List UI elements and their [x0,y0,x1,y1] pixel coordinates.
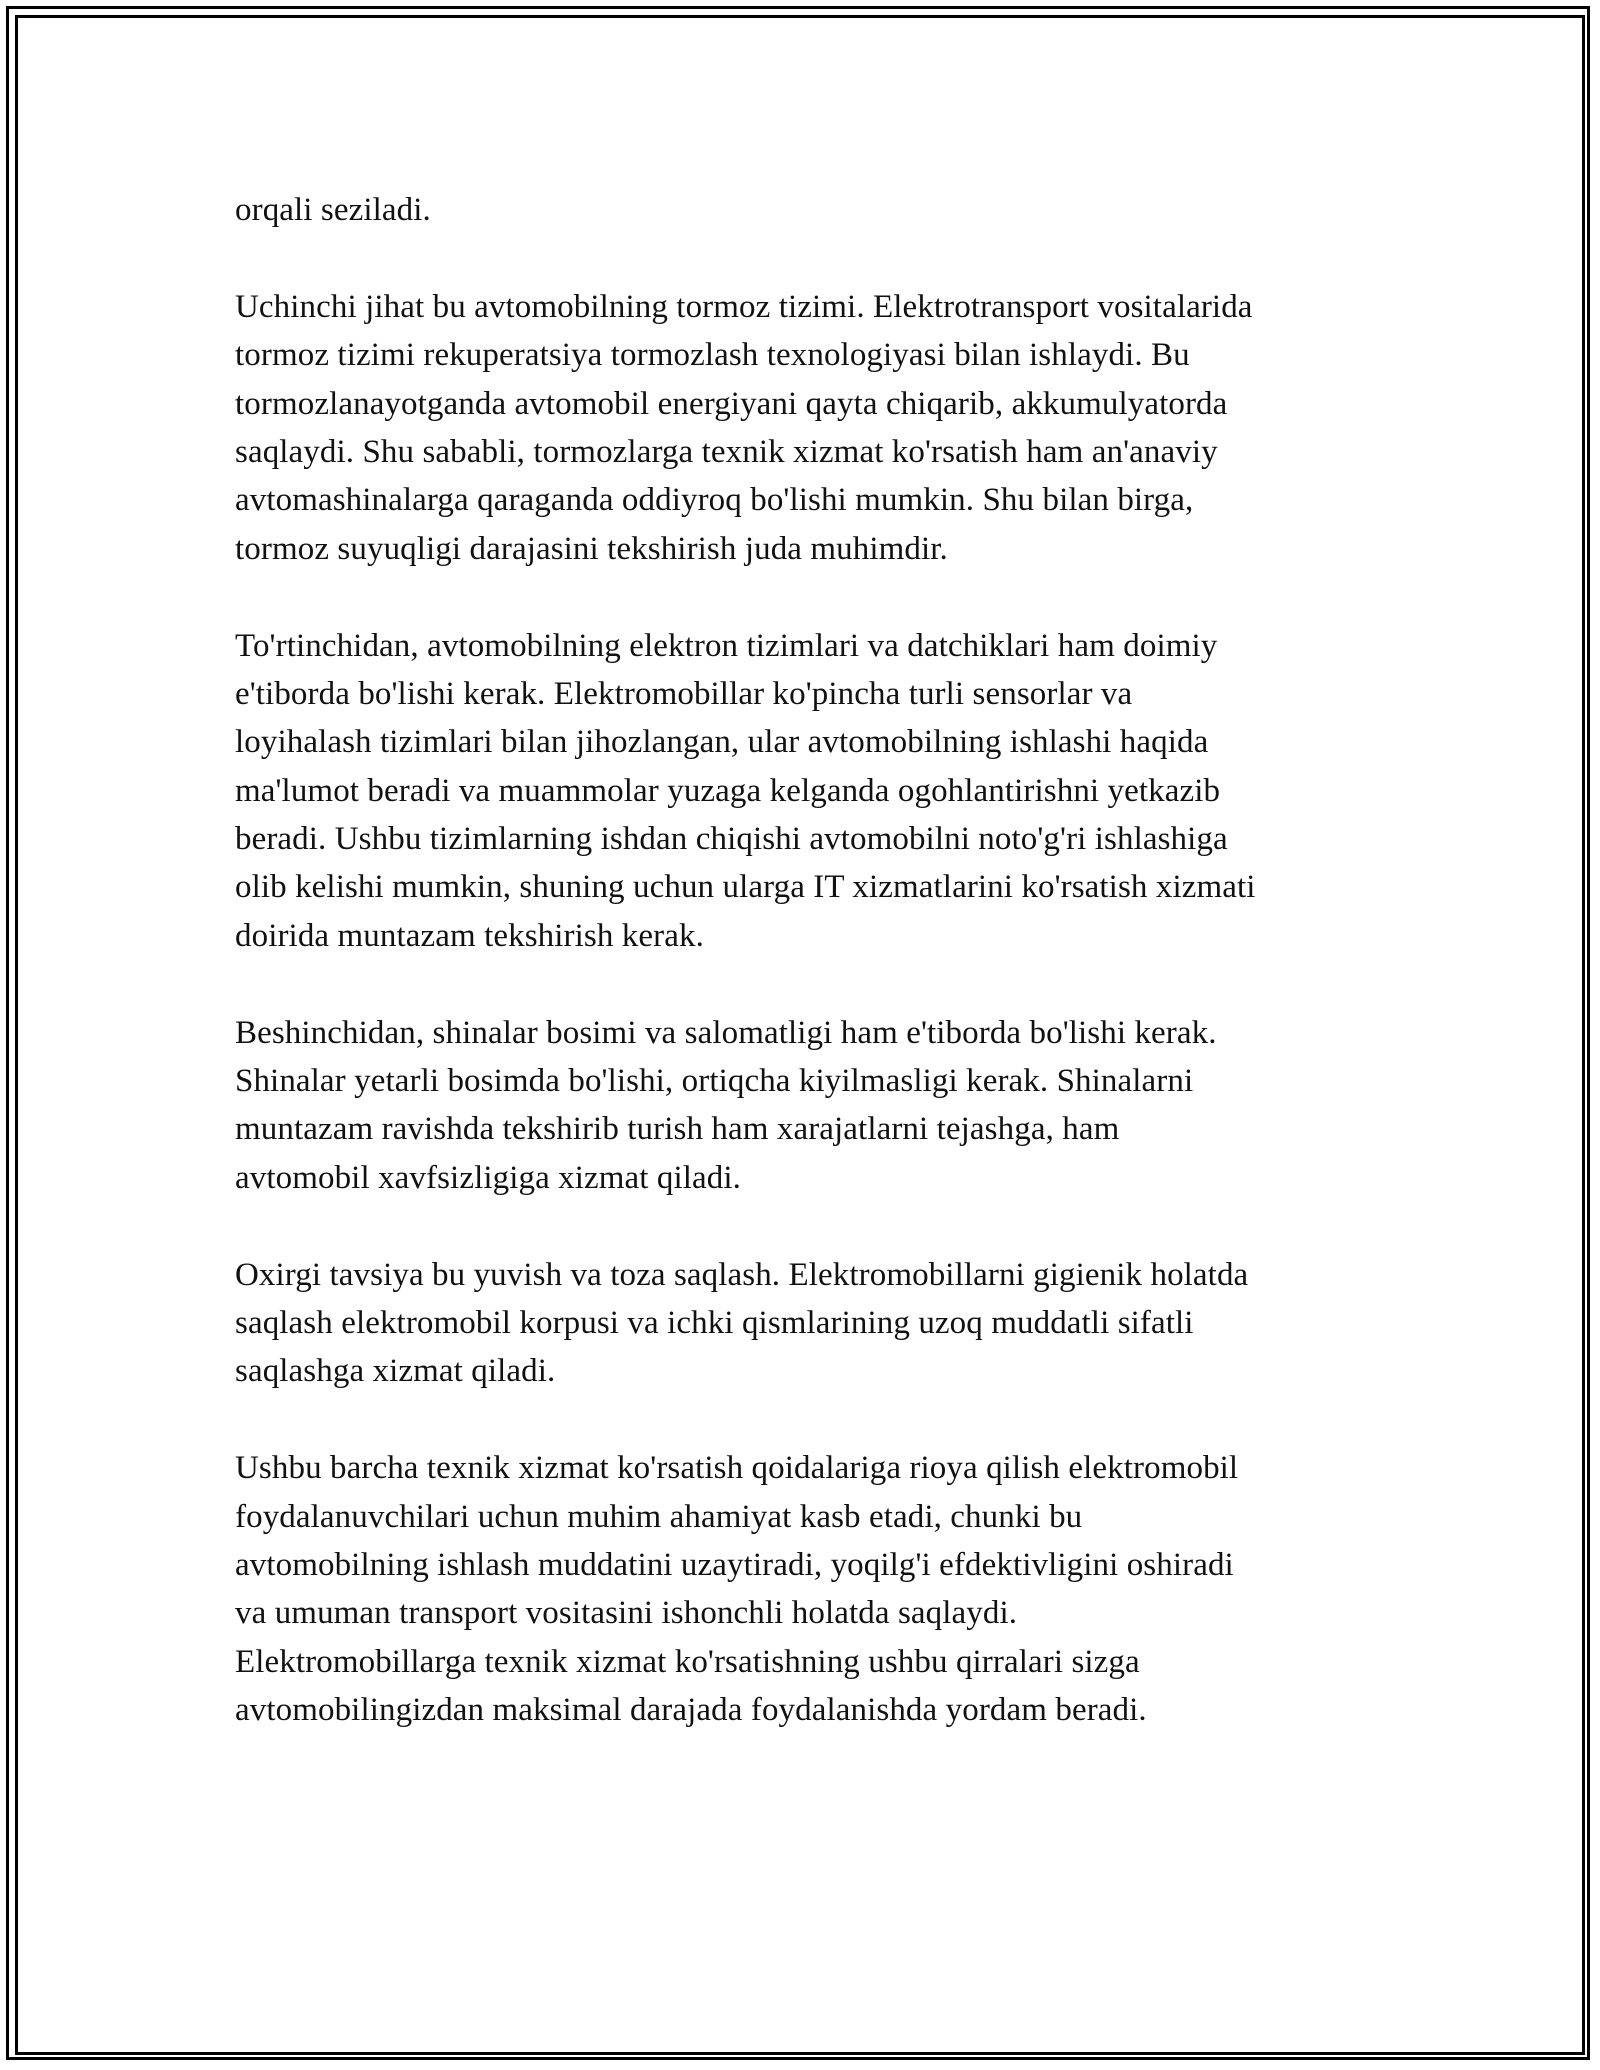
paragraph [235,1444,1375,1734]
text-line: orqali seziladi. [235,192,431,228]
paragraph [235,1009,1375,1203]
text-line: avtomobilning ishlash muddatini uzaytiradi, yoqilg'i efdektivligini oshiradi [235,1546,1234,1583]
text-line: Uchinchi jihat bu avtomobilning tormoz tizimi. Elektrotransport vositalarida [235,288,1253,325]
text-line: saqlashga xizmat qiladi. [235,1353,556,1390]
paragraph-gap [235,573,1375,621]
paragraph [235,622,1375,961]
text-line: beradi. Ushbu tizimlarning ishdan chiqishi avtomobilni noto'g'ri ishlashiga [235,821,1228,858]
text-line: e'tiborda bo'lishi kerak. Elektromobillar ko'pincha turli sensorlar va [235,675,1133,712]
text-line: muntazam ravishda tekshirib turish ham xarajatlarni tejashga, ham [235,1111,1120,1148]
paragraph [235,1251,1375,1396]
text-line: saqlash elektromobil korpusi va ichki qismlarining uzoq muddatli sifatli [235,1304,1194,1341]
text-line: doirida muntazam tekshirish kerak. [235,917,704,954]
paragraph-gap [235,234,1375,282]
text-line: tormoz suyuqligi darajasini tekshirish juda muhimdir. [235,530,948,567]
paragraph-gap [235,1202,1375,1250]
text-line: Beshinchidan, shinalar bosimi va salomatligi ham e'tiborda bo'lishi kerak. [235,1014,1217,1051]
text-line: saqlaydi. Shu sababli, tormozlarga texnik xizmat ko'rsatish ham an'anaviy [235,433,1218,470]
text-line: To'rtinchidan, avtomobilning elektron tizimlari va datchiklari ham doimiy [235,627,1218,664]
paragraph-gap [235,960,1375,1008]
text-line: Ushbu barcha texnik xizmat ko'rsatish qoidalariga rioya qilish elektromobil [235,1450,1239,1487]
text-line: Shinalar yetarli bosimda bo'lishi, ortiqcha kiyilmasligi kerak. Shinalarni [235,1063,1194,1100]
text-line: avtomobilingizdan maksimal darajada foydalanishda yordam beradi. [235,1692,1147,1729]
text-line: olib kelishi mumkin, shuning uchun ularga IT xizmatlarini ko'rsatish xizmati [235,869,1256,906]
paragraph [235,186,1375,234]
text-line: ma'lumot beradi va muammolar yuzaga kelganda ogohlantirishni yetkazib [235,772,1221,809]
paragraph-gap [235,1396,1375,1444]
text-line: tormozlanayotganda avtomobil energiyani qayta chiqarib, akkumulyatorda [235,385,1228,422]
paragraph [235,283,1375,573]
text-line: foydalanuvchilari uchun muhim ahamiyat kasb etadi, chunki bu [235,1498,1083,1535]
text-line: tormoz tizimi rekuperatsiya tormozlash texnologiyasi bilan ishlaydi. Bu [235,337,1190,374]
text-line: avtomobil xavfsizligiga xizmat qiladi. [235,1159,742,1196]
text-line: va umuman transport vositasini ishonchli holatda saqlaydi. [235,1595,1018,1632]
text-line: Elektromobillarga texnik xizmat ko'rsatishning ushbu qirralari sizga [235,1643,1140,1680]
document-body [235,186,1375,1735]
text-line: loyihalash tizimlari bilan jihozlangan, ular avtomobilning ishlashi haqida [235,724,1209,761]
text-line: avtomashinalarga qaraganda oddiyroq bo'lishi mumkin. Shu bilan birga, [235,482,1194,519]
text-line: Oxirgi tavsiya bu yuvish va toza saqlash. Elektromobillarni gigienik holatda [235,1256,1249,1293]
